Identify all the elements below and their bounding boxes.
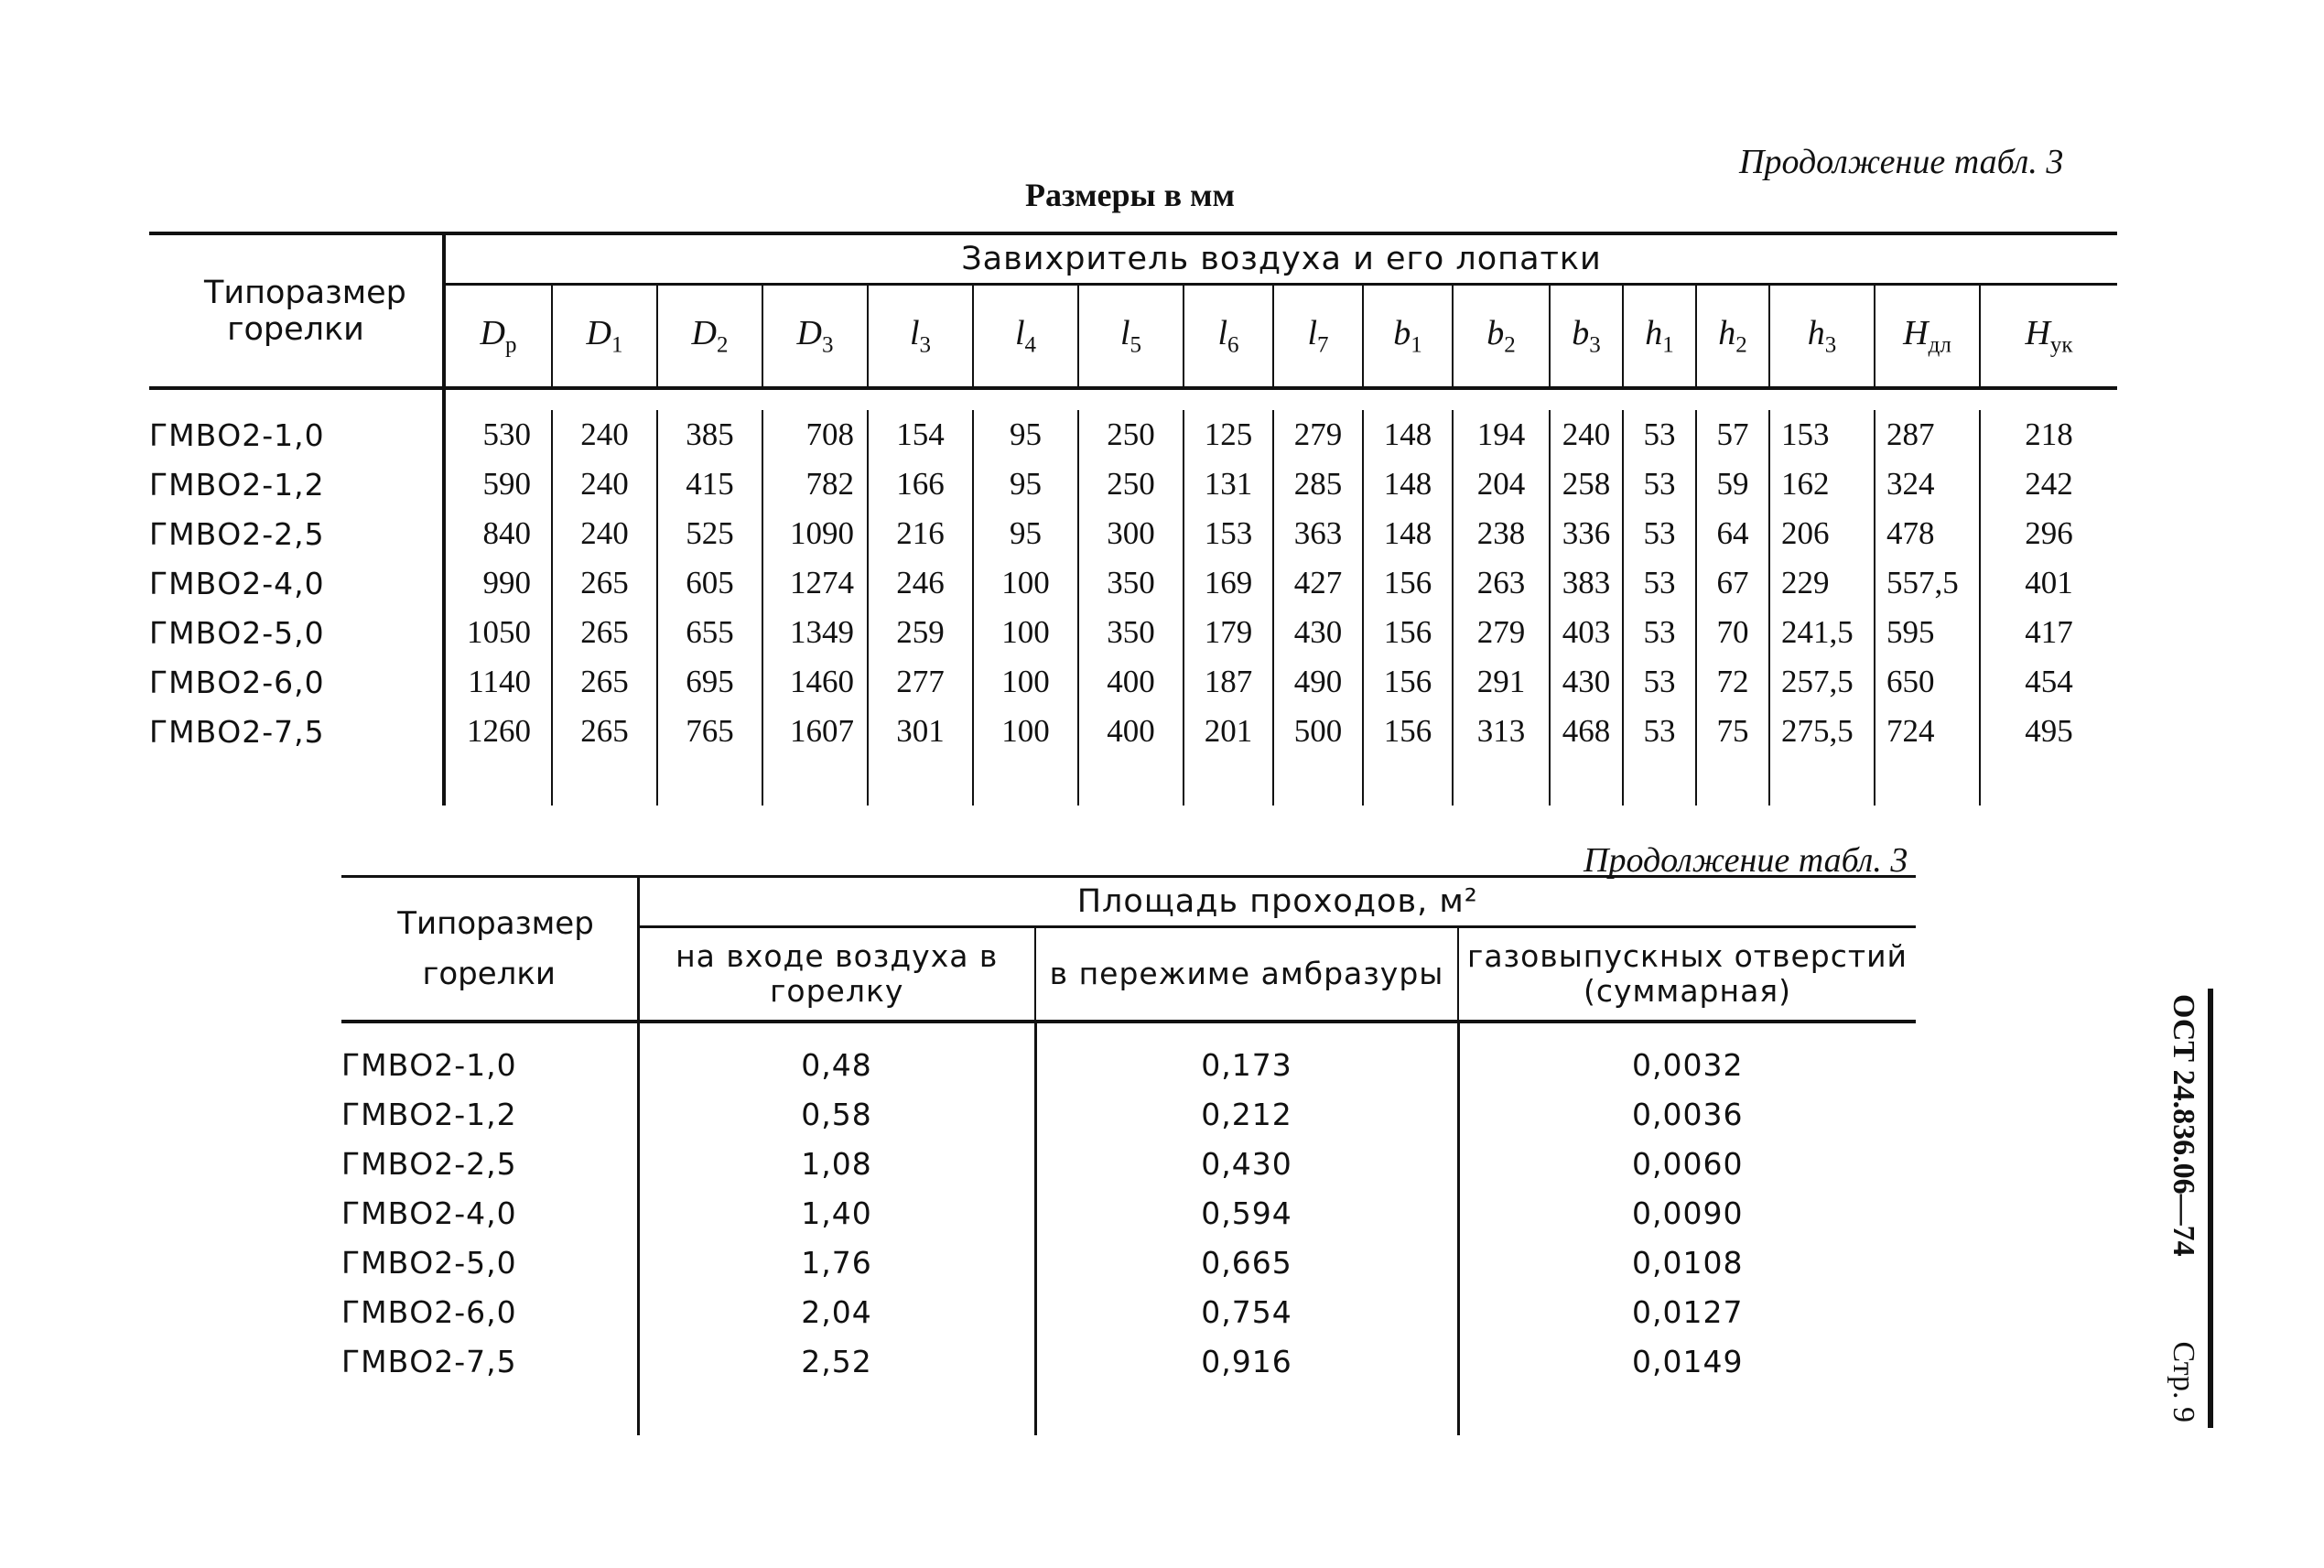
table-row xyxy=(341,1188,1916,1238)
table-cell: 287 xyxy=(1875,410,1980,460)
table-cell: 250 xyxy=(1078,410,1184,460)
table-cell: 1460 xyxy=(762,657,868,707)
dimensions-table xyxy=(149,232,2117,806)
table-cell: 495 xyxy=(1980,707,2117,756)
table-cell: 194 xyxy=(1453,410,1550,460)
table-cell: 148 xyxy=(1363,410,1453,460)
table-cell: 990 xyxy=(444,558,552,608)
table-cell: 1,08 xyxy=(638,1139,1035,1188)
table-cell: 53 xyxy=(1623,410,1696,460)
table-cell: 0,0108 xyxy=(1458,1238,1916,1287)
table-cell: 403 xyxy=(1550,608,1623,657)
document-code: ОСТ 24.836.06—74 xyxy=(2167,994,2200,1257)
table1-group-header: Завихритель воздуха и его лопатки xyxy=(444,233,2117,285)
table-cell: 187 xyxy=(1184,657,1273,707)
table-cell: 131 xyxy=(1184,460,1273,509)
table-cell: 53 xyxy=(1623,509,1696,558)
table-cell: 279 xyxy=(1273,410,1363,460)
table-cell: 0,212 xyxy=(1035,1089,1458,1139)
table-cell: 169 xyxy=(1184,558,1273,608)
table1-row-header: Типоразмер горелки xyxy=(149,233,444,388)
table-row xyxy=(341,1089,1916,1139)
table-cell: 557,5 xyxy=(1875,558,1980,608)
column-header: газовыпускных отверстий (суммарная) xyxy=(1458,927,1916,1022)
row-name: ГМВО2-1,0 xyxy=(149,416,325,453)
table-cell: 301 xyxy=(868,707,973,756)
table-cell: 265 xyxy=(552,657,657,707)
table-cell: 296 xyxy=(1980,509,2117,558)
table-cell: 95 xyxy=(973,410,1078,460)
column-header: $l_3$ xyxy=(868,285,973,389)
table-cell: 156 xyxy=(1363,657,1453,707)
units-caption: Размеры в мм xyxy=(1025,177,1236,213)
table-cell: 0,754 xyxy=(1035,1287,1458,1336)
table-cell: 179 xyxy=(1184,608,1273,657)
column-header: $l_6$ xyxy=(1184,285,1273,389)
table-cell: 2,52 xyxy=(638,1336,1035,1386)
flow-area-table xyxy=(341,875,1916,1435)
table-cell: 2,04 xyxy=(638,1287,1035,1336)
table-cell: 258 xyxy=(1550,460,1623,509)
table-cell: 0,173 xyxy=(1035,1040,1458,1089)
table-cell: 53 xyxy=(1623,657,1696,707)
side-document-label xyxy=(2158,989,2213,1428)
table-cell: 0,48 xyxy=(638,1040,1035,1089)
table-cell: 240 xyxy=(552,509,657,558)
table-cell: 1140 xyxy=(444,657,552,707)
table-cell: 265 xyxy=(552,558,657,608)
column-header: $D_p$ xyxy=(444,285,552,389)
table-cell: 148 xyxy=(1363,509,1453,558)
table-cell: 240 xyxy=(552,410,657,460)
table2-group-header: Площадь проходов, м² xyxy=(638,877,1916,927)
table-cell: 1,40 xyxy=(638,1188,1035,1238)
table-cell: 53 xyxy=(1623,608,1696,657)
table-cell: 95 xyxy=(973,509,1078,558)
table-cell: 782 xyxy=(762,460,868,509)
column-header: $H_{ук}$ xyxy=(1980,285,2117,389)
table-cell: 100 xyxy=(973,608,1078,657)
column-header: $h_2$ xyxy=(1696,285,1769,389)
row-name: ГМВО2-7,5 xyxy=(149,713,325,750)
table-cell: 0,430 xyxy=(1035,1139,1458,1188)
table-cell: 530 xyxy=(444,410,552,460)
continuation-note-1: Продолжение табл. 3 xyxy=(1739,143,2064,181)
table-row xyxy=(149,608,2117,657)
row-name: ГМВО2-2,5 xyxy=(149,515,325,552)
table-cell: 265 xyxy=(552,608,657,657)
table-cell: 250 xyxy=(1078,460,1184,509)
column-header: $D_3$ xyxy=(762,285,868,389)
table-cell: 708 xyxy=(762,410,868,460)
row-name: ГМВО2-4,0 xyxy=(149,565,325,601)
table-cell: 100 xyxy=(973,558,1078,608)
table-cell: 67 xyxy=(1696,558,1769,608)
table-cell: 259 xyxy=(868,608,973,657)
row-name: ГМВО2-4,0 xyxy=(341,1195,517,1231)
table-cell: 313 xyxy=(1453,707,1550,756)
row-name: ГМВО2-5,0 xyxy=(149,614,325,651)
table-row xyxy=(149,707,2117,756)
table-cell: 291 xyxy=(1453,657,1550,707)
table-cell: 1274 xyxy=(762,558,868,608)
table-cell: 350 xyxy=(1078,608,1184,657)
table-cell: 206 xyxy=(1769,509,1875,558)
table-cell: 277 xyxy=(868,657,973,707)
table-cell: 53 xyxy=(1623,460,1696,509)
table-cell: 240 xyxy=(552,460,657,509)
column-header: $D_2$ xyxy=(657,285,762,389)
table-cell: 0,0036 xyxy=(1458,1089,1916,1139)
table-cell: 1050 xyxy=(444,608,552,657)
table-cell: 0,0032 xyxy=(1458,1040,1916,1089)
table-cell: 265 xyxy=(552,707,657,756)
column-header: $b_2$ xyxy=(1453,285,1550,389)
table-cell: 285 xyxy=(1273,460,1363,509)
column-header: $b_1$ xyxy=(1363,285,1453,389)
column-header: на входе воздуха в горелку xyxy=(638,927,1035,1022)
continuation-note-2: Продолжение табл. 3 xyxy=(1584,841,1908,880)
column-header: $l_7$ xyxy=(1273,285,1363,389)
table-row xyxy=(341,1336,1916,1386)
table-row xyxy=(149,460,2117,509)
table-cell: 257,5 xyxy=(1769,657,1875,707)
table-cell: 240 xyxy=(1550,410,1623,460)
table-cell: 1090 xyxy=(762,509,868,558)
table-cell: 0,0090 xyxy=(1458,1188,1916,1238)
table-cell: 53 xyxy=(1623,707,1696,756)
table-cell: 724 xyxy=(1875,707,1980,756)
table-cell: 417 xyxy=(1980,608,2117,657)
table-cell: 525 xyxy=(657,509,762,558)
table-cell: 1607 xyxy=(762,707,868,756)
table-row xyxy=(149,410,2117,460)
table-cell: 275,5 xyxy=(1769,707,1875,756)
table-cell: 72 xyxy=(1696,657,1769,707)
table-cell: 454 xyxy=(1980,657,2117,707)
table-row xyxy=(149,558,2117,608)
row-name: ГМВО2-1,2 xyxy=(149,466,325,503)
row-name: ГМВО2-7,5 xyxy=(341,1343,517,1379)
table-cell: 229 xyxy=(1769,558,1875,608)
row-name: ГМВО2-1,2 xyxy=(341,1096,517,1132)
table-cell: 695 xyxy=(657,657,762,707)
row-name: ГМВО2-2,5 xyxy=(341,1145,517,1182)
table-cell: 279 xyxy=(1453,608,1550,657)
column-header: $h_1$ xyxy=(1623,285,1696,389)
page-number: Стр. 9 xyxy=(2167,1341,2200,1422)
table-cell: 216 xyxy=(868,509,973,558)
table-cell: 605 xyxy=(657,558,762,608)
table-cell: 156 xyxy=(1363,558,1453,608)
table-cell: 400 xyxy=(1078,657,1184,707)
table-cell: 246 xyxy=(868,558,973,608)
table-cell: 53 xyxy=(1623,558,1696,608)
column-header: $l_4$ xyxy=(973,285,1078,389)
table-cell: 204 xyxy=(1453,460,1550,509)
table-cell: 0,916 xyxy=(1035,1336,1458,1386)
table-cell: 100 xyxy=(973,707,1078,756)
table-row xyxy=(341,1040,1916,1089)
table-cell: 154 xyxy=(868,410,973,460)
table-cell: 156 xyxy=(1363,707,1453,756)
table-cell: 427 xyxy=(1273,558,1363,608)
table-cell: 383 xyxy=(1550,558,1623,608)
table-cell: 0,665 xyxy=(1035,1238,1458,1287)
column-header: $l_5$ xyxy=(1078,285,1184,389)
column-header: $D_1$ xyxy=(552,285,657,389)
table-cell: 153 xyxy=(1184,509,1273,558)
table-cell: 1,76 xyxy=(638,1238,1035,1287)
table-cell: 415 xyxy=(657,460,762,509)
table-cell: 57 xyxy=(1696,410,1769,460)
table-row xyxy=(341,1238,1916,1287)
table-cell: 238 xyxy=(1453,509,1550,558)
table-cell: 0,0127 xyxy=(1458,1287,1916,1336)
table-cell: 500 xyxy=(1273,707,1363,756)
table-cell: 241,5 xyxy=(1769,608,1875,657)
table-cell: 0,0060 xyxy=(1458,1139,1916,1188)
column-header: $H_{дл}$ xyxy=(1875,285,1980,389)
table-cell: 336 xyxy=(1550,509,1623,558)
table-cell: 218 xyxy=(1980,410,2117,460)
table-cell: 242 xyxy=(1980,460,2117,509)
table-cell: 468 xyxy=(1550,707,1623,756)
table-cell: 75 xyxy=(1696,707,1769,756)
table-cell: 0,594 xyxy=(1035,1188,1458,1238)
table-cell: 590 xyxy=(444,460,552,509)
table-row xyxy=(149,509,2117,558)
table-cell: 0,0149 xyxy=(1458,1336,1916,1386)
column-header: $h_3$ xyxy=(1769,285,1875,389)
column-header: в пережиме амбразуры xyxy=(1035,927,1458,1022)
row-name: ГМВО2-5,0 xyxy=(341,1244,517,1281)
table-cell: 324 xyxy=(1875,460,1980,509)
table-cell: 95 xyxy=(973,460,1078,509)
row-name: ГМВО2-6,0 xyxy=(341,1293,517,1330)
table-cell: 156 xyxy=(1363,608,1453,657)
table-cell: 363 xyxy=(1273,509,1363,558)
table-cell: 350 xyxy=(1078,558,1184,608)
table-row xyxy=(341,1139,1916,1188)
table-cell: 100 xyxy=(973,657,1078,707)
table-cell: 478 xyxy=(1875,509,1980,558)
table-cell: 1260 xyxy=(444,707,552,756)
table-row xyxy=(149,657,2117,707)
table-cell: 148 xyxy=(1363,460,1453,509)
table-cell: 430 xyxy=(1550,657,1623,707)
row-name: ГМВО2-6,0 xyxy=(149,664,325,700)
row-name: ГМВО2-1,0 xyxy=(341,1046,517,1083)
table-cell: 201 xyxy=(1184,707,1273,756)
table-cell: 490 xyxy=(1273,657,1363,707)
table-cell: 840 xyxy=(444,509,552,558)
table-cell: 0,58 xyxy=(638,1089,1035,1139)
table-cell: 1349 xyxy=(762,608,868,657)
table-cell: 70 xyxy=(1696,608,1769,657)
table-cell: 385 xyxy=(657,410,762,460)
table-cell: 765 xyxy=(657,707,762,756)
table-cell: 166 xyxy=(868,460,973,509)
table-cell: 400 xyxy=(1078,707,1184,756)
table-cell: 655 xyxy=(657,608,762,657)
table-cell: 153 xyxy=(1769,410,1875,460)
table-cell: 300 xyxy=(1078,509,1184,558)
table-cell: 162 xyxy=(1769,460,1875,509)
table-cell: 263 xyxy=(1453,558,1550,608)
table-cell: 650 xyxy=(1875,657,1980,707)
column-header: $b_3$ xyxy=(1550,285,1623,389)
table-cell: 59 xyxy=(1696,460,1769,509)
table-row xyxy=(341,1287,1916,1336)
table-cell: 125 xyxy=(1184,410,1273,460)
table-cell: 401 xyxy=(1980,558,2117,608)
table-cell: 430 xyxy=(1273,608,1363,657)
table-cell: 595 xyxy=(1875,608,1980,657)
table2-row-header: Типоразмер горелки xyxy=(341,877,638,1022)
table-cell: 64 xyxy=(1696,509,1769,558)
